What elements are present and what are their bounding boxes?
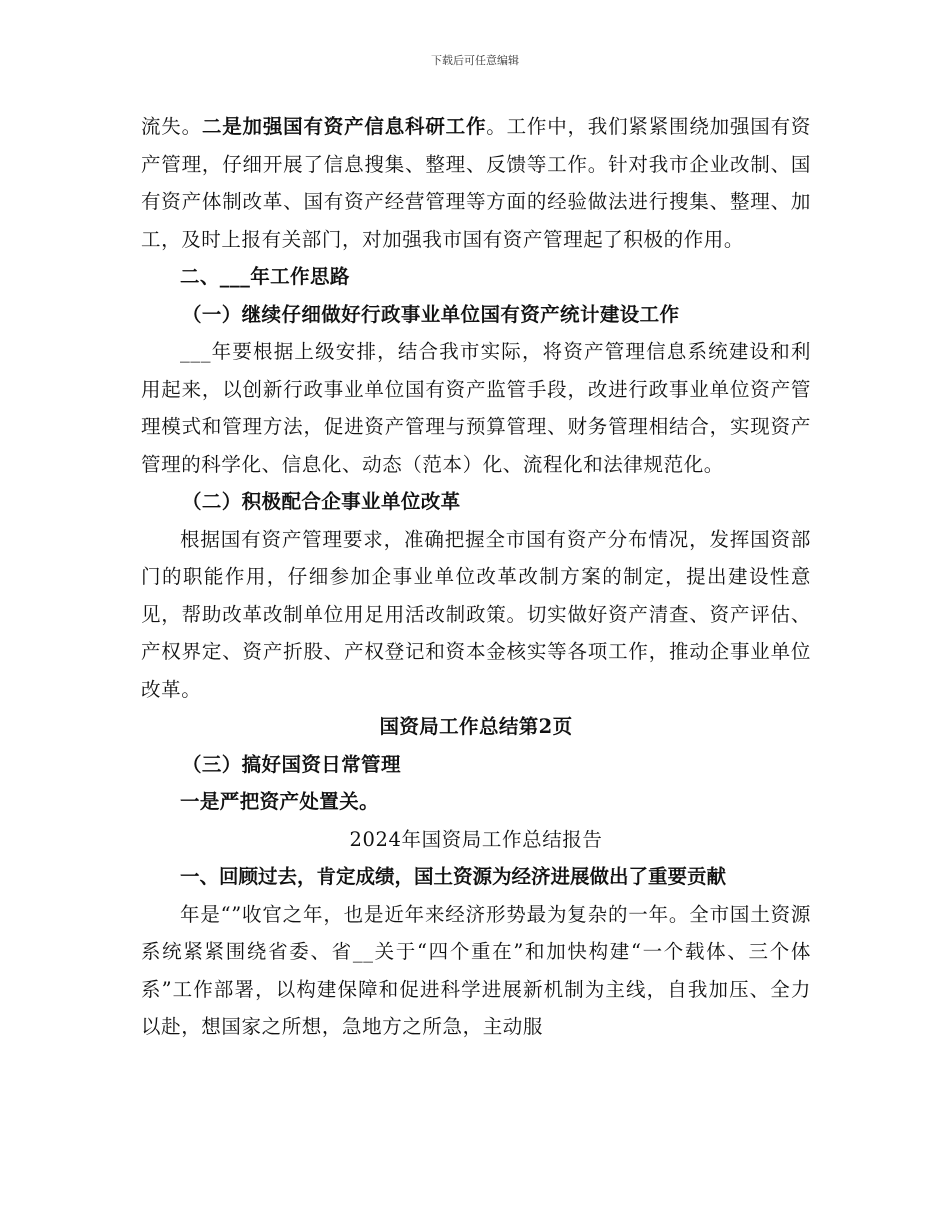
subheading-daily-management: （三）搞好国资日常管理 [181, 752, 401, 776]
paragraph-body: 。工作中，我们紧紧围绕加强国有资产管理，仔细开展了信息搜集、整理、反馈等工作。针对我市企业改制、国有资产体制改革、国有资产经营管理等方面的经验做法进行搜集、整理、加工，及时上报有关部门，对加强我市国有资产管理起了积极的作用。 [141, 115, 811, 251]
paragraph-lead: 流失。 [141, 115, 202, 138]
document-body [141, 108, 811, 1046]
paragraph-info-research [141, 108, 811, 258]
section-heading-review: 一、回顾过去，肯定成绩，国土资源为经济进展做出了重要贡献 [180, 865, 727, 888]
bold-phrase: 二是加强国有资产信息科研工作 [201, 115, 487, 138]
section-heading-work-plan: 二、___年工作思路 [180, 265, 350, 288]
subheading-reform: （二）积极配合企事业单位改革 [181, 490, 461, 513]
paragraph-review: 年是“”收官之年，也是近年来经济形势最为复杂的一年。全市国土资源系统紧紧围绕省委、省__关于“四个重在”和加快构建“一个载体、三个体系”工作部署，以构建保障和促进科学进展新机制为主线，自我加压、全力以赴，想国家之所想，急地方之所急，主动服 [141, 902, 811, 1038]
subheading-asset-disposal: 一是严把资产处置关。 [180, 790, 380, 813]
paragraph-statistics: ___年要根据上级安排，结合我市实际，将资产管理信息系统建设和利用起来，以创新行政事业单位国有资产监管手段，改进行政事业单位资产管理模式和管理方法，促进资产管理与预算管理、财务管理相结合，实现资产管理的科学化、信息化、动态（范本）化、流程化和法律规范化。 [141, 340, 811, 476]
page-title: 国资局工作总结第2页 [379, 715, 573, 738]
page-header: 下载后可任意编辑 [431, 54, 519, 67]
subheading-statistics: （一）继续仔细做好行政事业单位国有资产统计建设工作 [181, 302, 680, 326]
report-title: 2024年国资局工作总结报告 [349, 827, 603, 851]
paragraph-reform: 根据国有资产管理要求，准确把握全市国有资产分布情况，发挥国资部门的职能作用，仔细参加企事业单位改革改制方案的制定，提出建设性意见，帮助改革改制单位用足用活改制政策。切实做好资产清查、资产评估、产权界定、资产折股、产权登记和资本金核实等各项工作，推动企事业单位改革。 [141, 527, 811, 701]
